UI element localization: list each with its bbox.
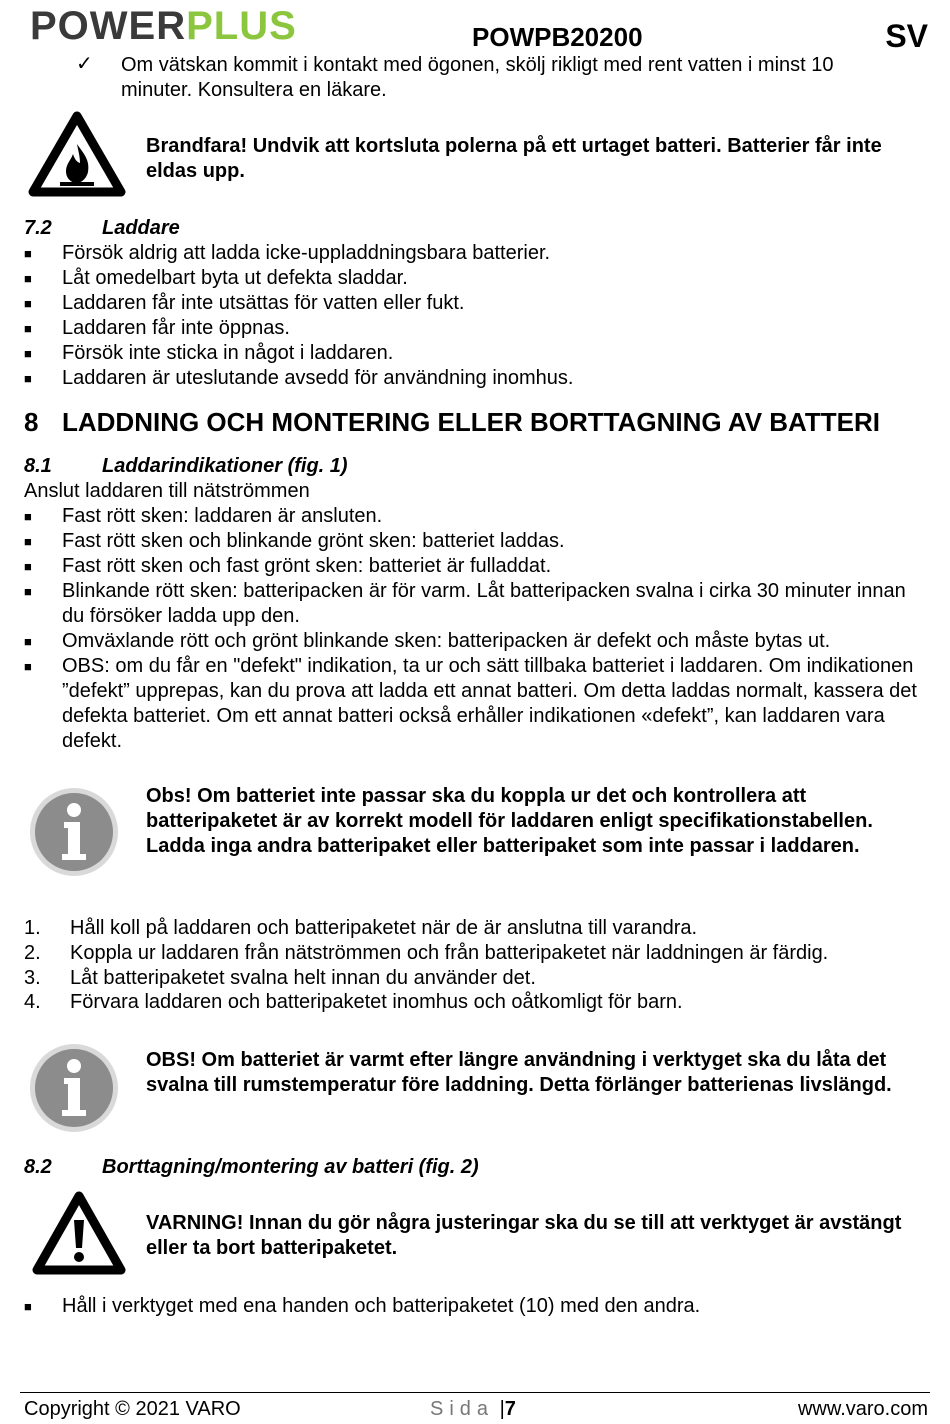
page-indicator xyxy=(430,1397,516,1422)
step-number: 2. xyxy=(24,942,41,964)
list-item: Håll i verktyget med ena handen och batteripaketet (10) med den andra. xyxy=(62,1295,701,1317)
section-title: Borttagning/montering av batteri (fig. 2) xyxy=(102,1156,479,1178)
section-title: Laddare xyxy=(102,217,180,239)
bullet-icon: ■ xyxy=(24,659,32,674)
fire-warning-text: Brandfara! Undvik att kortsluta polerna på ett urtaget batteri. Batterier får inte eldas upp. xyxy=(146,135,882,182)
info-note: OBS! Om batteriet är varmt efter längre användning i verktyget ska du låta det svalna till rumstemperatur före laddning. Detta förlänger batterienas livslängd. xyxy=(146,1049,892,1096)
section-title: LADDNING OCH MONTERING ELLER BORTTAGNING AV BATTERI xyxy=(62,407,880,437)
list-item: Blinkande rött sken: batteripacken är för varm. Låt batteripacken svalna i cirka 30 minuter innan du försöker ladda upp den. xyxy=(62,580,906,627)
step-text: Håll koll på laddaren och batteripaketet när de är anslutna till varandra. xyxy=(70,917,698,939)
step-number: 4. xyxy=(24,991,41,1013)
section-number: 8.2 xyxy=(24,1156,52,1178)
bullet-icon: ■ xyxy=(24,271,32,286)
warning-text: VARNING! Innan du gör några justeringar ska du se till att verktyget är avstängt eller ta bort batteripaketet. xyxy=(146,1212,902,1259)
bullet-icon: ■ xyxy=(24,346,32,361)
language-code: SV xyxy=(885,18,928,54)
warning-triangle-icon xyxy=(32,1190,126,1276)
section-7-2-heading xyxy=(24,216,180,241)
info-icon xyxy=(28,786,120,878)
bullet-icon: ■ xyxy=(24,559,32,574)
bullet-icon: ■ xyxy=(24,584,32,599)
step-text: Koppla ur laddaren från nätströmmen och från batteripaketet när laddningen är färdig. xyxy=(70,942,829,964)
info-note: Obs! Om batteriet inte passar ska du koppla ur det och kontrollera att batteripaketet är av korrekt modell för laddaren enligt specifikationstabellen. Ladda inga andra batteripaket eller batteripaket som inte passar i laddaren. xyxy=(146,785,873,857)
bullet-icon: ■ xyxy=(24,371,32,386)
section-number: 8 xyxy=(24,407,39,437)
step-text: Låt batteripaketet svalna helt innan du använder det. xyxy=(70,967,536,989)
checkmark-icon: ✓ xyxy=(76,53,93,75)
list-item: Fast rött sken och fast grönt sken: batteriet är fulladdat. xyxy=(62,555,552,577)
section-number: 7.2 xyxy=(24,217,52,239)
list-item: Fast rött sken: laddaren är ansluten. xyxy=(62,505,383,527)
list-item: OBS: om du får en "defekt" indikation, ta ur och sätt tillbaka batteriet i laddaren. Om indikationen ”defekt” upprepas, kan du prova att ladda ett annat batteri. Om detta laddas normalt, kassera det defekta batteriet. Om ett annat batteri också erhåller indikationen «defekt”, kan laddaren vara defekt. xyxy=(62,655,917,752)
bullet-icon: ■ xyxy=(24,296,32,311)
list-item: Laddaren får inte öppnas. xyxy=(62,317,290,339)
website-link[interactable]: www.varo.com xyxy=(797,1398,928,1420)
bullet-icon: ■ xyxy=(24,1299,32,1314)
info-icon xyxy=(28,1042,120,1134)
section-title: Laddarindikationer (fig. 1) xyxy=(102,455,348,477)
bullet-icon: ■ xyxy=(24,509,32,524)
list-item: Fast rött sken och blinkande grönt sken: batteriet laddas. xyxy=(62,530,565,552)
list-item: Låt omedelbart byta ut defekta sladdar. xyxy=(62,267,408,289)
bullet-icon: ■ xyxy=(24,634,32,649)
section-8-2-heading xyxy=(24,1155,479,1180)
bullet-icon: ■ xyxy=(24,534,32,549)
step-number: 3. xyxy=(24,967,41,989)
model-number: POWPB20200 xyxy=(472,22,643,52)
footer-divider xyxy=(20,1392,930,1393)
bullet-icon: ■ xyxy=(24,321,32,336)
list-item: Omväxlande rött och grönt blinkande sken: batteripacken är defekt och måste bytas ut. xyxy=(62,630,831,652)
step-number: 1. xyxy=(24,917,41,939)
page-separator: | xyxy=(499,1398,505,1420)
list-item: Laddaren är uteslutande avsedd för användning inomhus. xyxy=(62,367,574,389)
section-8-heading xyxy=(24,405,880,439)
bullet-icon: ■ xyxy=(24,246,32,261)
list-item: Laddaren får inte utsättas för vatten eller fukt. xyxy=(62,292,465,314)
list-item: Försök inte sticka in något i laddaren. xyxy=(62,342,394,364)
section-8-1-heading xyxy=(24,454,348,479)
eye-contact-instruction: Om vätskan kommit i kontakt med ögonen, skölj rikligt med rent vatten i minst 10 minuter. Konsultera en läkare. xyxy=(121,54,834,101)
step-text: Förvara laddaren och batteripaketet inomhus och oåtkomligt för barn. xyxy=(70,991,683,1013)
fire-hazard-icon xyxy=(28,110,126,198)
brand-logo: POWERPLUS xyxy=(30,4,297,48)
page-number: 7 xyxy=(504,1398,516,1420)
section-intro: Anslut laddaren till nätströmmen xyxy=(24,480,310,502)
copyright: Copyright © 2021 VARO xyxy=(24,1398,241,1420)
list-item: Försök aldrig att ladda icke-uppladdningsbara batterier. xyxy=(62,242,551,264)
page-label: Sida xyxy=(430,1398,495,1420)
section-number: 8.1 xyxy=(24,455,52,477)
